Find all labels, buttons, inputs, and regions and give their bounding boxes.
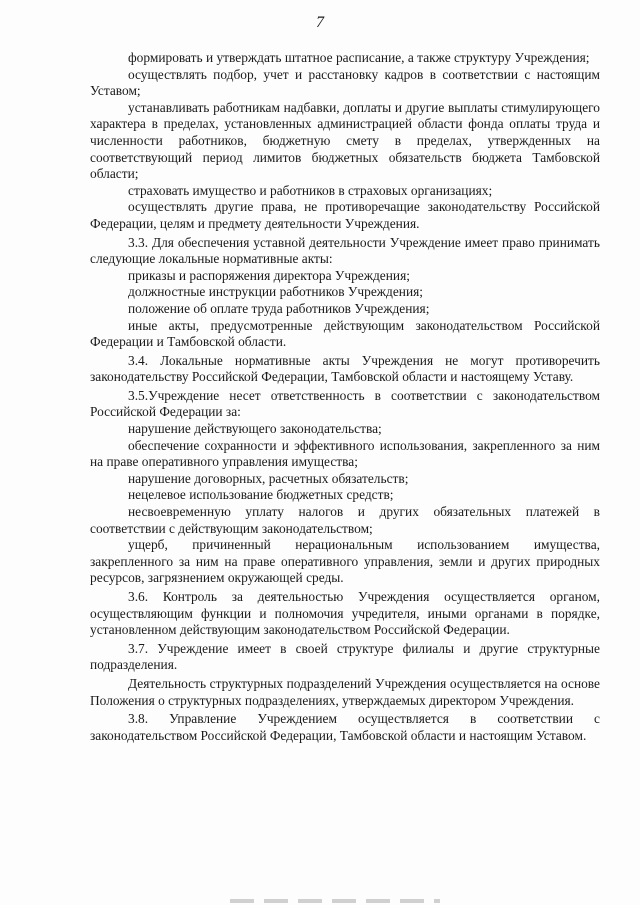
scan-artifact [230, 899, 440, 903]
paragraph: иные акты, предусмотренные действующим законодательством Российской Федерации и Тамбовской области. [90, 317, 600, 350]
paragraph: ущерб, причиненный нерациональным использованием имущества, закрепленного за ним на праве оперативного управления, земли и других природных ресурсов, загрязнением окружающей среды. [90, 537, 600, 586]
paragraph: формировать и утверждать штатное расписание, а также структуру Учреждения; [128, 50, 590, 65]
paragraph-section-3-7: 3.7. Учреждение имеет в своей структуре филиалы и другие структурные подразделения. [90, 640, 600, 673]
paragraph: нарушение действующего законодательства; [128, 421, 382, 437]
document-body [90, 50, 600, 744]
paragraph-section-3-5: 3.5.Учреждение несет ответственность в соответствии с законодательством Российской Федерации за: [90, 387, 600, 420]
paragraph: нарушение договорных, расчетных обязательств; [128, 470, 409, 486]
paragraph: положение об оплате труда работников Учреждения; [128, 300, 430, 316]
paragraph: нецелевое использование бюджетных средств; [128, 487, 394, 503]
paragraph: приказы и распоряжения директора Учреждения; [128, 267, 410, 283]
paragraph-section-3-6: 3.6. Контроль за деятельностью Учреждения осуществляется органом, осуществляющим функции и полномочия учредителя, иными органами в порядке, установленном действующим законодательством Российской Федерации. [90, 589, 600, 638]
paragraph: несвоевременную уплату налогов и других обязательных платежей в соответствии с действующим законодательством; [90, 504, 600, 536]
page-number: 7 [316, 14, 324, 31]
paragraph: осуществлять подбор, учет и расстановку кадров в соответствии с настоящим Уставом; [90, 66, 600, 99]
paragraph: устанавливать работникам надбавки, доплаты и другие выплаты стимулирующего характера в пределах, установленных администрацией области фонда оплаты труда и численности работников, бюджетную смету в пределах, утвержденных на соответствующий период лимитов бюджетных обязательств бюджета Тамбовской области; [90, 99, 600, 182]
paragraph-section-3-8: 3.8. Управление Учреждением осуществляется в соответствии с законодательством Российской Федерации, Тамбовской области и настоящим Уставом. [90, 711, 600, 743]
paragraph-section-3-4: 3.4. Локальные нормативные акты Учреждения не могут противоречить законодательству Российской Федерации, Тамбовской области и настоящему Уставу. [90, 352, 600, 385]
paragraph: страховать имущество и работников в страховых организациях; [128, 182, 493, 198]
paragraph: должностные инструкции работников Учреждения; [128, 284, 423, 300]
paragraph: обеспечение сохранности и эффективного использования, закрепленного за ним на праве оперативного управления имущества; [90, 437, 600, 470]
paragraph-section-3-3: 3.3. Для обеспечения уставной деятельности Учреждение имеет право принимать следующие локальные нормативные акты: [90, 234, 600, 267]
paragraph: осуществлять другие права, не противоречащие законодательству Российской Федерации, целям и предмету деятельности Учреждения. [90, 199, 600, 231]
paragraph: Деятельность структурных подразделений Учреждения осуществляется на основе Положения о структурных подразделениях, утверждаемых директором Учреждения. [90, 675, 600, 708]
